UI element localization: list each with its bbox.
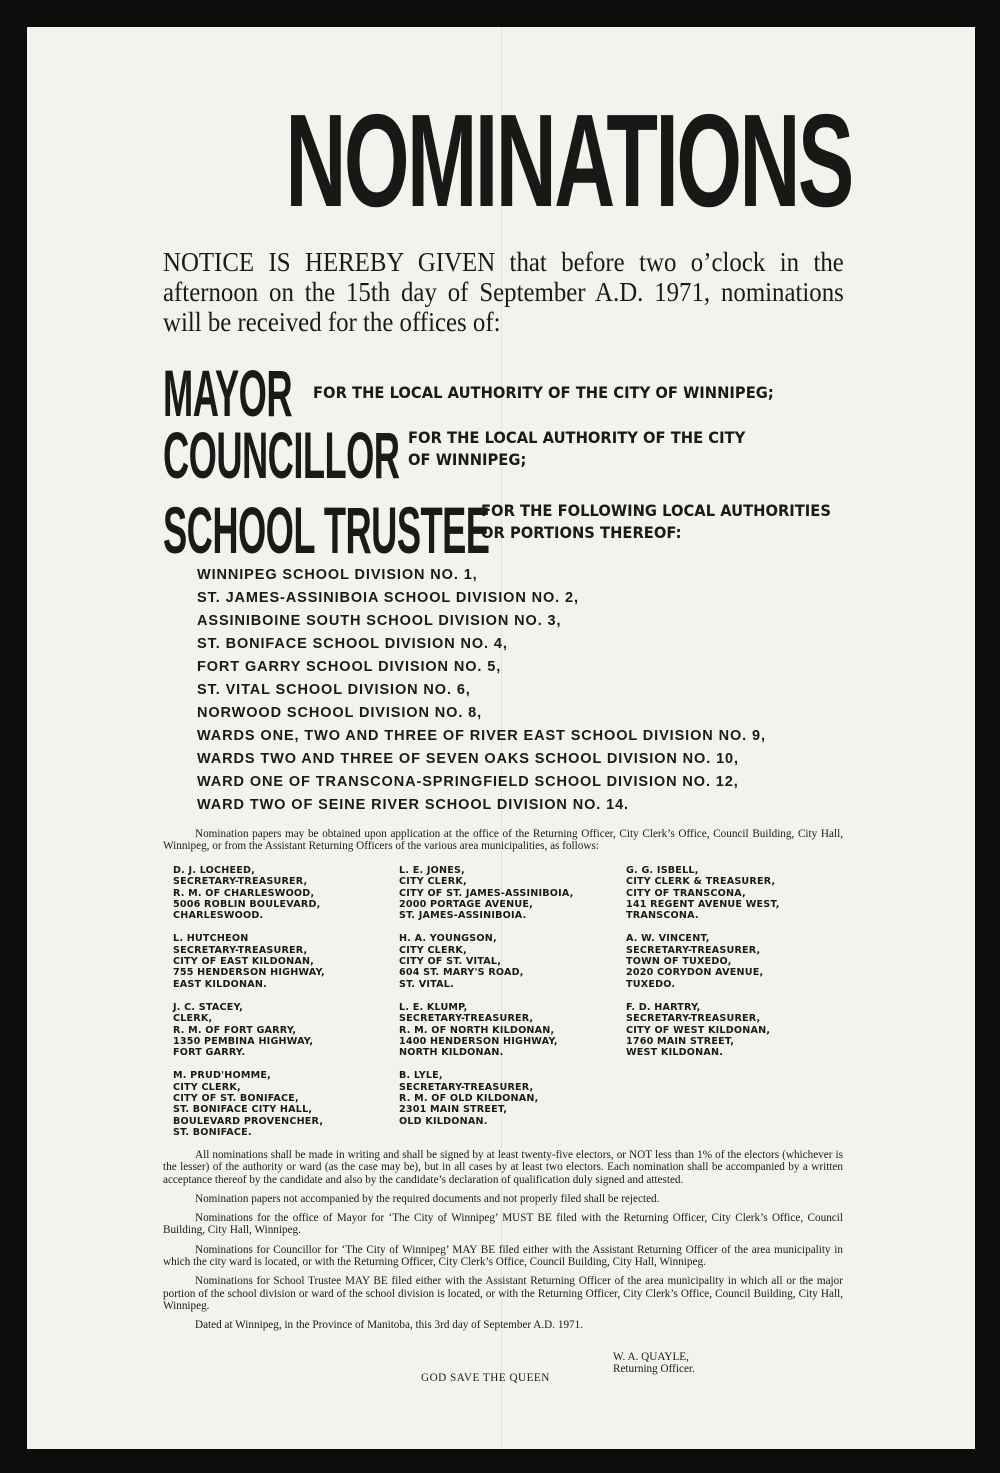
officer-name: L. E. KLUMP, (399, 1001, 468, 1013)
officer-title: SECRETARY-TREASURER, (626, 944, 761, 956)
officer-title: SECRETARY-TREASURER, (399, 1013, 534, 1025)
school-division-item: ST. JAMES-ASSINIBOIA SCHOOL DIVISION NO. 2, (197, 590, 579, 606)
officer-address: 604 ST. MARY'S ROAD, (399, 967, 524, 979)
officer-name: J. C. STACEY, (173, 1001, 243, 1013)
rule-paragraph: All nominations shall be made in writing and shall be signed by at least twenty-five electors, or NOT less than 1% of the electors (whichever is the lesser) of the authority or ward (as the case may be), but in all cases by at least two electors. Each nomination shall be accompanied by a written acceptance thereof by the candidate and also by the candidate’s declaration of qualification duly signed and attested. (163, 1149, 843, 1186)
officer-municipality: R. M. OF FORT GARRY, (173, 1024, 297, 1036)
officer-name: D. J. LOCHEED, (173, 865, 256, 876)
officer-name: A. W. VINCENT, (626, 933, 710, 945)
school-division-item: WINNIPEG SCHOOL DIVISION NO. 1, (197, 567, 478, 583)
nomination-rules (163, 1149, 843, 1339)
officer-municipality: R. M. OF OLD KILDONAN, (399, 1093, 539, 1105)
officer-locality: WEST KILDONAN. (626, 1047, 724, 1059)
signatory-title: Returning Officer. (613, 1363, 695, 1375)
officer-address: 2301 MAIN STREET, (399, 1104, 508, 1116)
officer-locality: NORTH KILDONAN. (399, 1047, 504, 1059)
officer-entry (399, 1070, 626, 1138)
signatory-name: W. A. QUAYLE, (613, 1351, 689, 1363)
school-division-item: WARDS TWO AND THREE OF SEVEN OAKS SCHOOL DIVISION NO. 10, (197, 751, 739, 767)
officer-locality: ST. BONIFACE. (173, 1126, 252, 1138)
officer-municipality: CITY OF ST. JAMES-ASSINIBOIA, (399, 887, 574, 899)
officer-directory (173, 865, 843, 1138)
signature-block (613, 1351, 695, 1375)
officer-locality: TRANSCONA. (626, 910, 699, 922)
officer-address: 1350 PEMBINA HIGHWAY, (173, 1035, 314, 1047)
officer-municipality: CITY OF TRANSCONA, (626, 887, 746, 899)
school-division-list (197, 564, 766, 817)
officer-name: B. LYLE, (399, 1070, 443, 1082)
officer-title: CITY CLERK, (399, 944, 467, 956)
rule-paragraph: Nominations for the office of Mayor for ‘The City of Winnipeg’ MUST BE filed with the Returning Officer, City Clerk’s Office, Council Building, City Hall, Winnipeg. (163, 1212, 843, 1237)
school-division-item: ASSINIBOINE SOUTH SCHOOL DIVISION NO. 3, (197, 613, 562, 629)
officer-title: SECRETARY-TREASURER, (399, 1081, 534, 1093)
rule-paragraph: Nominations for Councillor for ‘The City of Winnipeg’ MAY BE filed either with the Assistant Returning Officer of the area municipality in which the city ward is located, or with the Returning Officer, City Clerk’s Office, Council Building, City Hall, Winnipeg. (163, 1243, 843, 1269)
officer-title: SECRETARY-TREASURER, (626, 1013, 761, 1025)
officer-municipality: TOWN OF TUXEDO, (626, 956, 732, 968)
office-name: MAYOR (163, 356, 293, 430)
officer-municipality: CITY OF ST. BONIFACE, (173, 1093, 299, 1105)
officer-entry (173, 933, 399, 989)
officer-locality: ST. VITAL. (399, 978, 454, 990)
officer-locality: OLD KILDONAN. (399, 1115, 488, 1127)
officer-name: L. HUTCHEON (173, 933, 249, 945)
officer-locality: CHARLESWOOD. (173, 910, 264, 922)
officer-entry (173, 1002, 399, 1058)
officer-locality: FORT GARRY. (173, 1047, 246, 1059)
notice-paragraph: NOTICE IS HEREBY GIVEN that before two o’clock in the afternoon on the 15th day of September A.D. 1971, nominations will be received for the offices of: (163, 247, 844, 337)
office-description (313, 382, 774, 404)
officer-address: 5006 ROBLIN BOULEVARD, (173, 898, 321, 910)
school-division-item: FORT GARRY SCHOOL DIVISION NO. 5, (197, 659, 502, 675)
officer-address: 2020 CORYDON AVENUE, (626, 967, 764, 979)
officer-entry (173, 865, 399, 921)
school-division-item: WARD TWO OF SEINE RIVER SCHOOL DIVISION NO. 14. (197, 797, 629, 813)
officer-entry (626, 865, 843, 921)
officer-entry (626, 1002, 843, 1058)
rule-paragraph: Nominations for School Trustee MAY BE filed either with the Assistant Returning Officer of the area municipality in which all or the major portion of the school division or ward of the school division is located, or with the Returning Officer, City Clerk’s Office, Council Building, City Hall, Winnipeg. (163, 1275, 843, 1312)
officer-entry (399, 1002, 626, 1058)
officer-title: SECRETARY-TREASURER, (173, 876, 308, 888)
officer-municipality: CITY OF ST. VITAL, (399, 956, 502, 968)
office-description (481, 500, 831, 544)
officer-title: CITY CLERK & TREASURER, (626, 876, 776, 888)
officer-entry (399, 865, 626, 921)
officer-address: ST. BONIFACE CITY HALL, (173, 1104, 313, 1116)
officer-title: CLERK, (173, 1013, 213, 1025)
officer-address: 1400 HENDERSON HIGHWAY, (399, 1035, 558, 1047)
school-division-item: NORWOOD SCHOOL DIVISION NO. 8, (197, 705, 483, 721)
officer-municipality: CITY OF EAST KILDONAN, (173, 956, 315, 968)
officer-locality: EAST KILDONAN. (173, 978, 267, 990)
school-division-item: ST. BONIFACE SCHOOL DIVISION NO. 4, (197, 636, 508, 652)
office-description (408, 427, 745, 471)
officer-name: F. D. HARTRY, (626, 1001, 701, 1013)
officer-address: BOULEVARD PROVENCHER, (173, 1115, 324, 1127)
office-name: COUNCILLOR (163, 418, 400, 492)
rule-paragraph: Nomination papers not accompanied by the required documents and not properly filed shall be rejected. (195, 1192, 660, 1205)
officer-municipality: R. M. OF NORTH KILDONAN, (399, 1024, 555, 1036)
school-division-item: ST. VITAL SCHOOL DIVISION NO. 6, (197, 682, 471, 698)
office-description-line: FOR THE LOCAL AUTHORITY OF THE CITY (408, 428, 746, 447)
officer-municipality: CITY OF WEST KILDONAN, (626, 1024, 771, 1036)
officer-name: M. PRUD'HOMME, (173, 1070, 271, 1082)
poster-sheet (27, 27, 975, 1449)
officer-title: CITY CLERK, (173, 1081, 241, 1093)
officer-address: 1760 MAIN STREET, (626, 1035, 735, 1047)
office-description-line: OF WINNIPEG; (408, 450, 527, 469)
officer-name: L. E. JONES, (399, 865, 465, 876)
officer-address: 2000 PORTAGE AVENUE, (399, 898, 533, 910)
officer-name: H. A. YOUNGSON, (399, 933, 497, 945)
officer-municipality: R. M. OF CHARLESWOOD, (173, 887, 315, 899)
office-name: SCHOOL TRUSTEE (163, 493, 490, 567)
officer-entry (626, 933, 843, 989)
papers-intro: Nomination papers may be obtained upon application at the office of the Returning Officer, City Clerk’s Office, Council Building, City Hall, Winnipeg, or from the Assistant Returning Officers of the various area municipalities, as follows: (163, 828, 843, 853)
poster-title: NOMINATIONS (285, 87, 852, 234)
officer-address: 755 HENDERSON HIGHWAY, (173, 967, 325, 979)
school-division-item: WARDS ONE, TWO AND THREE OF RIVER EAST SCHOOL DIVISION NO. 9, (197, 728, 766, 744)
officer-name: G. G. ISBELL, (626, 865, 699, 876)
officer-entry (173, 1070, 399, 1138)
school-division-item: WARD ONE OF TRANSCONA-SPRINGFIELD SCHOOL DIVISION NO. 12, (197, 774, 739, 790)
officer-title: CITY CLERK, (399, 876, 467, 888)
officer-locality: ST. JAMES-ASSINIBOIA. (399, 910, 527, 922)
officer-title: SECRETARY-TREASURER, (173, 944, 308, 956)
closing-line: GOD SAVE THE QUEEN (421, 1372, 550, 1384)
dated-line: Dated at Winnipeg, in the Province of Manitoba, this 3rd day of September A.D. 1971. (195, 1319, 584, 1332)
office-description-line: FOR THE LOCAL AUTHORITY OF THE CITY OF WINNIPEG; (313, 383, 774, 402)
office-description-line: OR PORTIONS THEREOF: (481, 523, 682, 542)
officer-entry (399, 933, 626, 989)
office-description-line: FOR THE FOLLOWING LOCAL AUTHORITIES (481, 501, 831, 520)
officer-locality: TUXEDO. (626, 978, 676, 990)
officer-address: 141 REGENT AVENUE WEST, (626, 898, 780, 910)
